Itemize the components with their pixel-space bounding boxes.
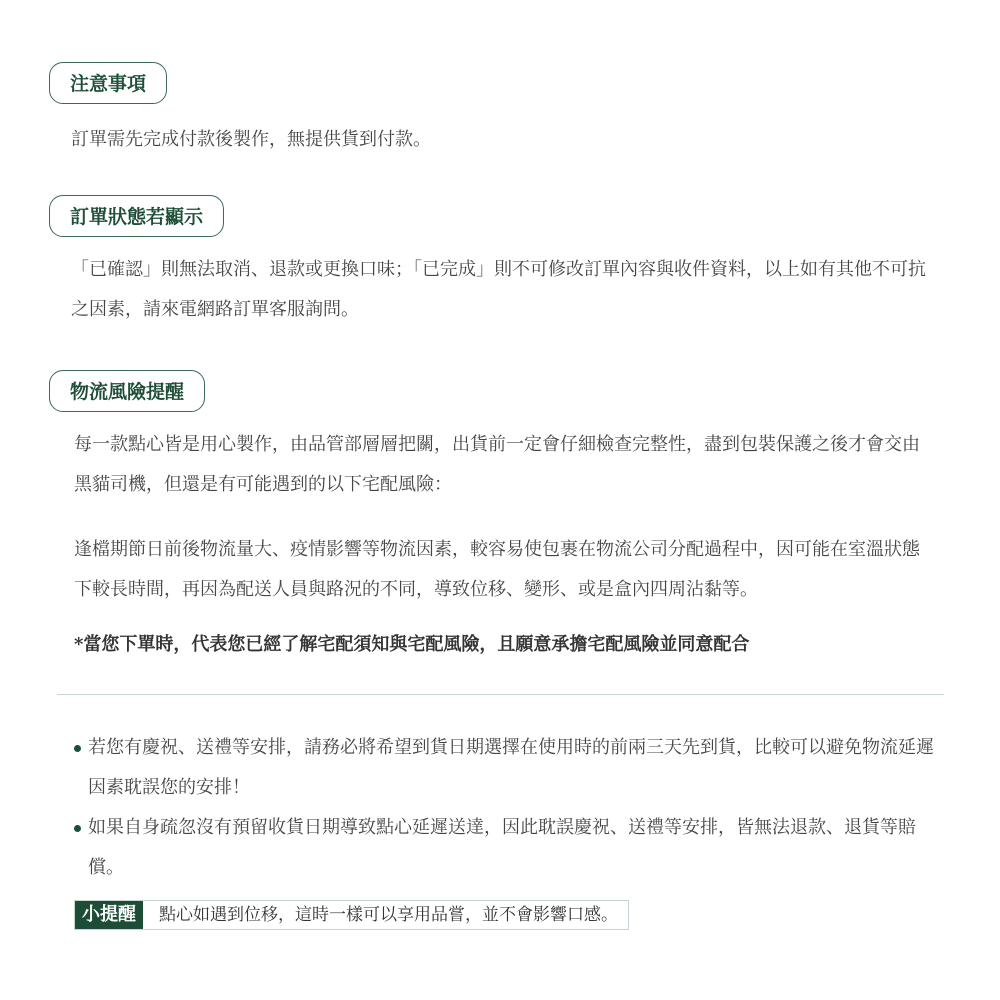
list-item	[74, 808, 934, 888]
bullet-dot-icon	[74, 745, 81, 752]
notes-text: 訂單需先完成付款後製作，無提供貨到付款。	[71, 129, 431, 150]
tip-text: 點心如遇到位移，這時一樣可以享用品嘗，並不會影響口感。	[159, 905, 618, 925]
tip-label: 小提醒	[75, 901, 143, 929]
order-status-text: 「已確認」則無法取消、退款或更換口味；「已完成」則不可修改訂單內容與收件資料，以上如有其他不可抗之因素，請來電網路訂單客服詢問。	[71, 259, 926, 320]
section-title-logistics-risk: 物流風險提醒	[49, 370, 205, 412]
list-item-text: 如果自身疏忽沒有預留收貨日期導致點心延遲送達，因此耽誤慶祝、送禮等安排，皆無法退款、退貨等賠償。	[88, 817, 916, 878]
logistics-risk-text: 每一款點心皆是用心製作，由品管部層層把關，出貨前一定會仔細檢查完整性，盡到包裝保護之後才會交由黑貓司機，但還是有可能遇到的以下宅配風險：	[74, 434, 920, 495]
consent-note: *當您下單時，代表您已經了解宅配須知與宅配風險，且願意承擔宅配風險並同意配合	[74, 634, 750, 655]
list-item	[74, 728, 934, 808]
tip-box	[74, 900, 629, 930]
section-title-notes: 注意事項	[49, 62, 167, 104]
section-title-order-status: 訂單狀態若顯示	[49, 195, 224, 237]
list-item-text: 若您有慶祝、送禮等安排，請務必將希望到貨日期選擇在使用時的前兩三天先到貨，比較可以避免物流延遲因素耽誤您的安排！	[88, 737, 934, 798]
reminder-list	[74, 728, 934, 888]
bullet-dot-icon	[74, 825, 81, 832]
logistics-risk-factors: 逢檔期節日前後物流量大、疫情影響等物流因素，較容易使包裹在物流公司分配過程中，因可能在室溫狀態下較長時間，再因為配送人員與路況的不同，導致位移、變形、或是盒內四周沾黏等。	[74, 539, 920, 600]
section-divider	[57, 694, 944, 695]
